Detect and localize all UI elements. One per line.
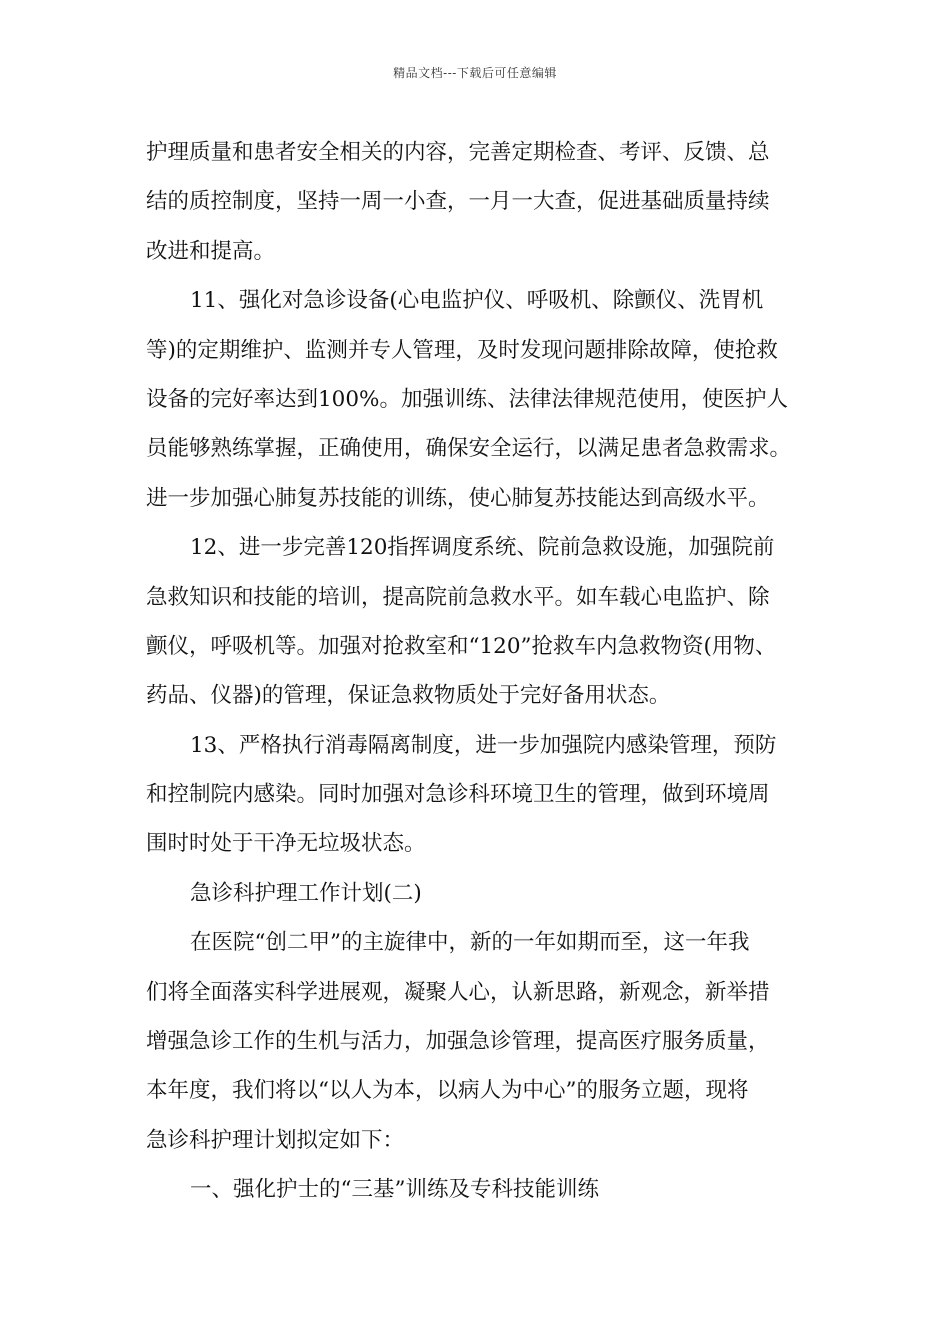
text-line: 改进和提高。 [146,238,276,264]
document-body [146,128,826,1215]
text-line: 们将全面落实科学进展观，凝聚人心，认新思路，新观念，新举措 [146,979,770,1005]
text-line: 结的质控制度，坚持一周一小查，一月一大查，促进基础质量持续 [146,189,770,215]
text-line: 药品、仪器)的管理，保证急救物质处于完好备用状态。 [146,683,671,709]
text-line: 本年度，我们将以“以人为本，以病人为中心”的服务立题，现将 [146,1078,749,1104]
text-line: 急诊科护理计划拟定如下： [146,1127,405,1153]
text-line: 增强急诊工作的生机与活力，加强急诊管理，提高医疗服务质量， [146,1029,770,1055]
paragraph-11-start: 11、强化对急诊设备(心电监护仪、呼吸机、除颤仪、洗胃机 [190,288,764,314]
text-line: 进一步加强心肺复苏技能的训练，使心肺复苏技能达到高级水平。 [146,485,770,511]
text-line: 员能够熟练掌握，正确使用，确保安全运行，以满足患者急救需求。 [146,436,792,462]
paragraph-13-start: 13、严格执行消毒隔离制度，进一步加强院内感染管理，预防 [190,732,777,758]
text-line: 护理质量和患者安全相关的内容，完善定期检查、考评、反馈、总 [146,140,770,165]
text-line: 围时时处于干净无垃圾状态。 [146,831,426,857]
text-line: 和控制院内感染。同时加强对急诊科环境卫生的管理，做到环境周 [146,782,770,808]
text-line: 急救知识和技能的培训，提高院前急救水平。如车载心电监护、除 [146,584,770,610]
intro-paragraph-start: 在医院“创二甲”的主旋律中，新的一年如期而至，这一年我 [190,930,750,956]
section-title: 急诊科护理工作计划(二) [190,880,422,906]
text-line: 等)的定期维护、监测并专人管理，及时发现问题排除故障，使抢救 [146,337,778,363]
text-line: 颤仪，呼吸机等。加强对抢救室和“120”抢救车内急救物资(用物、 [146,633,777,659]
subsection-heading: 一、强化护士的“三基”训练及专科技能训练 [190,1177,599,1203]
page-header: 精品文档---下载后可任意编辑 [393,66,557,80]
text-line: 设备的完好率达到100%。加强训练、法律法律规范使用，使医护人 [146,386,788,412]
paragraph-12-start: 12、进一步完善120指挥调度系统、院前急救设施，加强院前 [190,535,775,561]
